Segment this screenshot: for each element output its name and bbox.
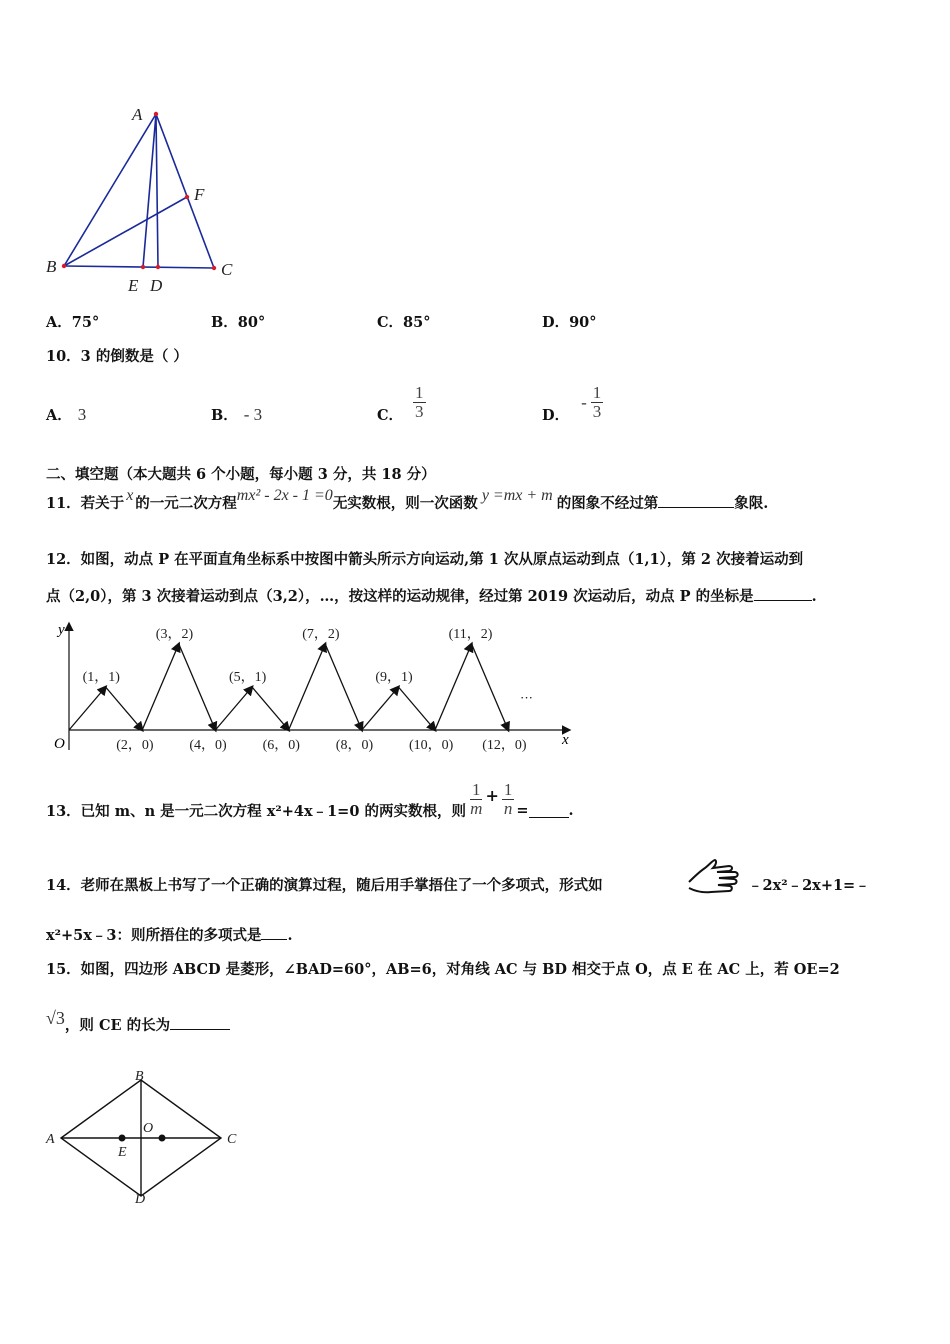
base-label: (6，0): [262, 738, 300, 753]
q9-option-c: C．85°: [377, 314, 431, 331]
path-segment: [69, 687, 106, 730]
q10-option-b: B． - 3: [211, 405, 263, 424]
path-segment: [179, 644, 216, 730]
origin-label: O: [54, 736, 65, 752]
axis-x-label: x: [562, 732, 569, 748]
path-figure: [44, 618, 584, 758]
rhombus-figure: [40, 1068, 250, 1208]
label-e: E: [128, 276, 139, 295]
triangle-figure: [40, 100, 250, 300]
hand-icon: [685, 856, 743, 900]
q10-option-c: C． $\frac{1}{3}$: [377, 383, 424, 424]
q14-line1-part1: 14．老师在黑板上书写了一个正确的演算过程，随后用手掌捂住了一个多项式，形式如: [46, 877, 603, 894]
path-segment: [252, 687, 289, 730]
q10-stem: 10．3 的倒数是（ ）: [46, 348, 188, 365]
path-segment: [289, 644, 326, 730]
path-segment: [142, 644, 179, 730]
axis-y-label: y: [58, 622, 65, 638]
rh-label-e: E: [118, 1145, 127, 1160]
path-segment: [398, 687, 435, 730]
q11: 11．若关于 x 的一元二次方程mx² - 2x - 1 =0无实数根，则一次函数 y =mx + m 的图象不经过第 象限.: [46, 487, 769, 512]
q10-option-a: A． 3: [46, 405, 87, 424]
rh-label-d: D: [135, 1192, 146, 1207]
peak-label: (9，1): [375, 670, 413, 685]
peak-label: (1，1): [82, 670, 120, 685]
path-segment: [472, 644, 509, 730]
label-b: B: [46, 257, 57, 276]
rh-label-c: C: [227, 1132, 237, 1147]
q15-line2: √3，则 CE 的长为: [46, 1014, 230, 1035]
path-segment: [435, 644, 472, 730]
q14-line2: x²+5x﹣3：则所捂住的多项式是 .: [46, 927, 293, 944]
label-c: C: [221, 260, 233, 279]
base-label: (10，0): [409, 738, 454, 753]
q9-option-a: A．75°: [46, 314, 100, 331]
label-a: A: [132, 105, 143, 124]
base-label: (12，0): [482, 738, 527, 753]
q14-line1-part2: ﹣2x²﹣2x+1=﹣: [748, 877, 870, 894]
base-label: (2，0): [116, 738, 154, 753]
q12-line1: 12．如图，动点 P 在平面直角坐标系中按图中箭头所示方向运动,第 1 次从原点运动到点（1,1），第 2 次接着运动到: [46, 551, 804, 568]
base-label: (4，0): [189, 738, 227, 753]
path-segment: [362, 687, 399, 730]
q9-option-d: D．90°: [542, 314, 597, 331]
rh-label-o: O: [143, 1121, 154, 1136]
section2-header: 二、填空题（本大题共 6 个小题，每小题 3 分，共 18 分）: [46, 466, 436, 483]
q13: 13．已知 m、n 是一元二次方程 x²+4x﹣1=0 的两实数根，则 $\frac{1}{m}$ + $\frac{1}{n}$ = .: [46, 780, 574, 820]
path-segment: [106, 687, 143, 730]
q10-option-d: D． - $\frac{1}{3}$: [542, 383, 602, 424]
base-label: (8，0): [335, 738, 374, 753]
label-f: F: [194, 185, 205, 204]
path-segment: [215, 687, 252, 730]
label-d: D: [150, 276, 163, 295]
peak-label: (5，1): [229, 670, 267, 685]
peak-label: (7，2): [302, 627, 340, 642]
q15-line1: 15．如图，四边形 ABCD 是菱形，∠BAD=60°，AB=6，对角线 AC 与 BD 相交于点 O，点 E 在 AC 上，若 OE=2: [46, 961, 840, 978]
peak-label: (11，2): [448, 627, 493, 642]
rh-label-a: A: [46, 1132, 55, 1147]
q12-line2: 点（2,0），第 3 次接着运动到点（3,2），…，按这样的运动规律，经过第 2019 次运动后，动点 P 的坐标是 .: [46, 588, 817, 605]
ellipsis: ···: [520, 690, 533, 705]
path-segment: [325, 644, 362, 730]
q9-option-b: B．80°: [211, 314, 266, 331]
peak-label: (3，2): [155, 627, 194, 642]
rh-label-b: B: [135, 1069, 144, 1084]
